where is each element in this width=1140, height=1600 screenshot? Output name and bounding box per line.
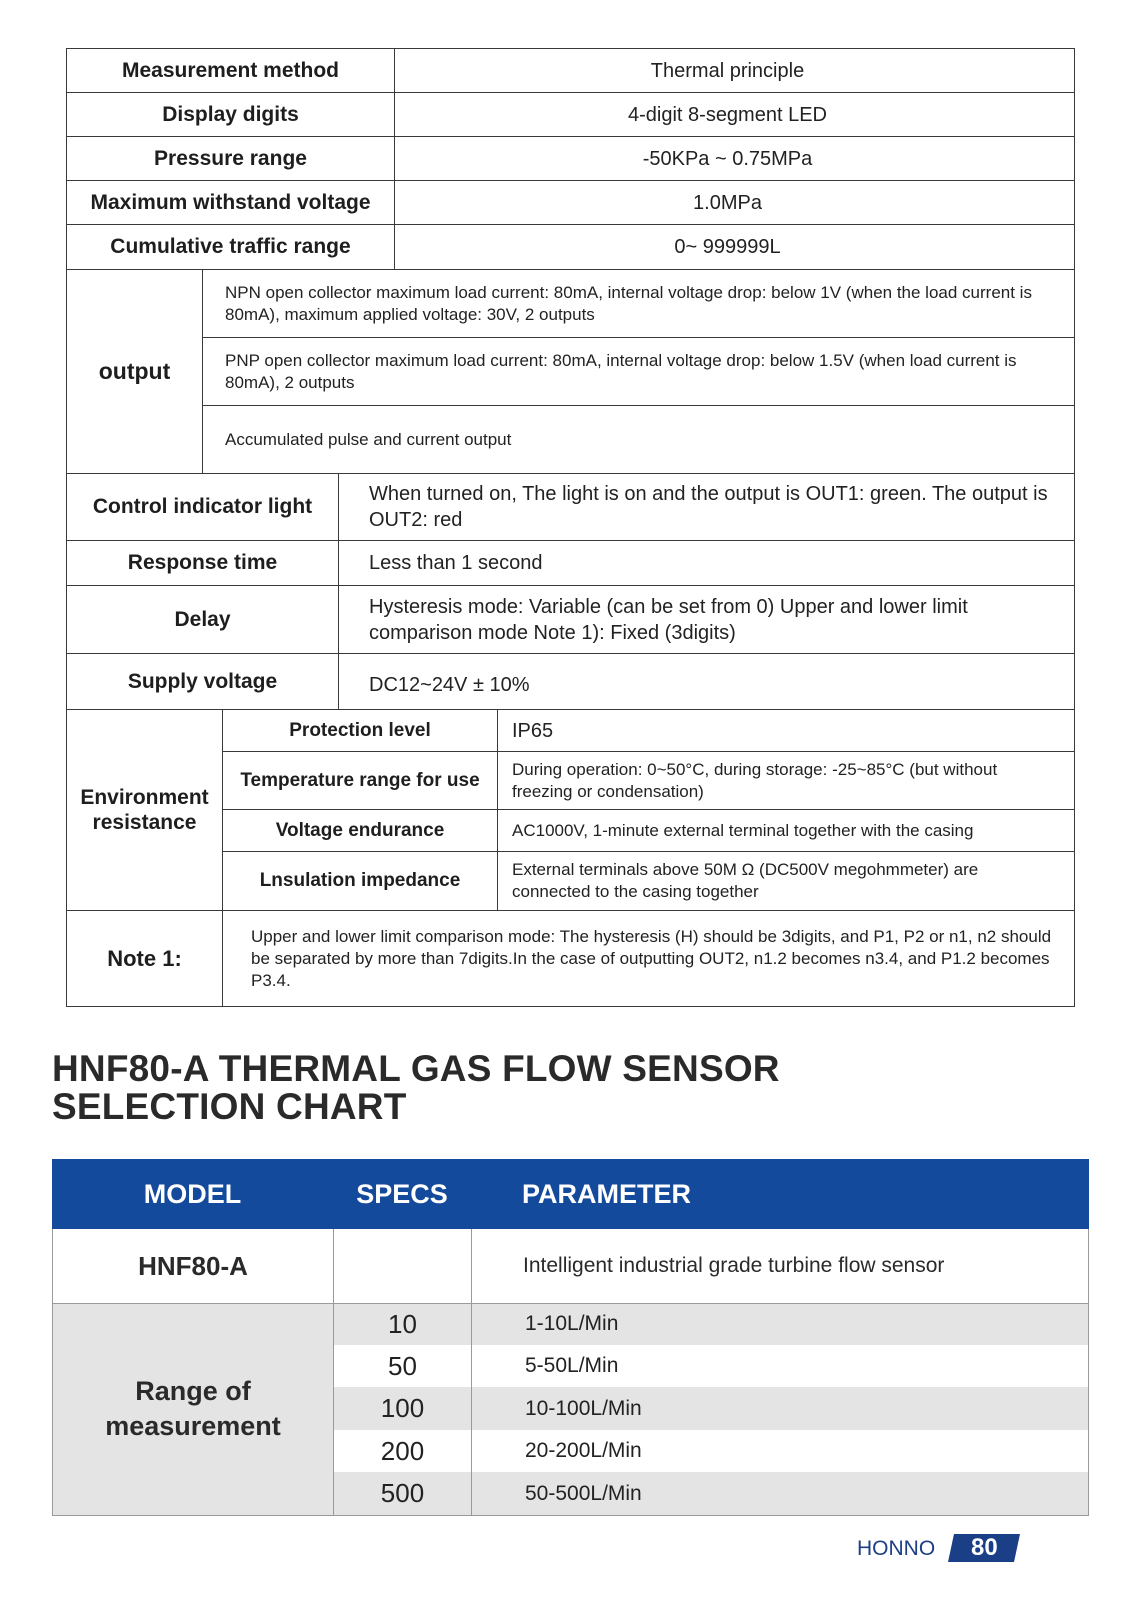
header-specs: SPECS <box>333 1159 472 1229</box>
supply-voltage-label: Supply voltage <box>66 653 339 710</box>
pressure-range-label: Pressure range <box>66 136 395 181</box>
response-time-value: Less than 1 second <box>338 540 1075 586</box>
max-withstand-voltage-label: Maximum withstand voltage <box>66 180 395 225</box>
page-number-badge <box>948 1534 1020 1562</box>
insulation-impedance-value: External terminals above 50M Ω (DC500V megohmmeter) are connected to the casing together <box>497 851 1075 911</box>
grid-line <box>1088 1229 1089 1515</box>
display-digits-value: 4-digit 8-segment LED <box>394 92 1075 137</box>
output-pnp: PNP open collector maximum load current: 80mA, internal voltage drop: below 1.5V (when load current is 80mA), 2 outputs <box>202 337 1075 406</box>
cumulative-traffic-range-value: 0~ 999999L <box>394 224 1075 270</box>
grid-line <box>333 1229 334 1515</box>
cumulative-traffic-range-label: Cumulative traffic range <box>66 224 395 270</box>
model-spec <box>333 1229 472 1303</box>
delay-label: Delay <box>66 585 339 654</box>
response-time-label: Response time <box>66 540 339 586</box>
insulation-impedance-label: Lnsulation impedance <box>222 851 498 911</box>
supply-voltage-value: DC12~24V ± 10% <box>338 653 1075 710</box>
range-spec-500: 500 <box>380 1478 425 1508</box>
voltage-endurance-value: AC1000V, 1-minute external terminal together with the casing <box>497 809 1075 852</box>
model-name: HNF80-A <box>138 1250 248 1281</box>
section-title-line2: SELECTION CHART <box>52 1086 407 1127</box>
environment-resistance-label: Environment resistance <box>66 709 223 911</box>
grid-line <box>52 1303 1089 1304</box>
max-withstand-voltage-value: 1.0MPa <box>394 180 1075 225</box>
display-digits-label: Display digits <box>66 92 395 137</box>
pressure-range-value: -50KPa ~ 0.75MPa <box>394 136 1075 181</box>
temperature-range-label: Temperature range for use <box>222 751 498 810</box>
voltage-endurance-label: Voltage endurance <box>222 809 498 852</box>
range-param-100: 10-100L/Min <box>525 1396 642 1420</box>
page-number: 80 <box>970 1534 998 1561</box>
note1-label: Note 1: <box>66 910 223 1007</box>
range-param-500: 50-500L/Min <box>525 1481 642 1505</box>
output-npn: NPN open collector maximum load current: 80mA, internal voltage drop: below 1V (when the load current is 80mA), maximum applied voltage: 30V, 2 outputs <box>202 269 1075 338</box>
range-spec-10: 10 <box>388 1308 417 1339</box>
footer-brand: HONNO <box>857 1537 936 1560</box>
grid-line <box>52 1229 53 1515</box>
range-of-measurement-label: Range of measurement <box>52 1303 334 1515</box>
measurement-method-label: Measurement method <box>66 48 395 93</box>
range-param-10: 1-10L/Min <box>525 1312 619 1335</box>
grid-line <box>52 1515 1089 1516</box>
range-spec-100: 100 <box>380 1393 425 1423</box>
range-param-200: 20-200L/Min <box>525 1439 642 1462</box>
delay-value: Hysteresis mode: Variable (can be set from 0) Upper and lower limit comparison mode Note 1): Fixed (3digits) <box>338 585 1075 654</box>
header-parameter: PARAMETER <box>471 1159 1089 1229</box>
header-model: MODEL <box>52 1159 334 1229</box>
control-indicator-light-value: When turned on, The light is on and the output is OUT1: green. The output is OUT2: red <box>338 473 1075 541</box>
grid-line <box>471 1229 472 1515</box>
section-title-line1: HNF80-A THERMAL GAS FLOW SENSOR <box>52 1048 780 1089</box>
protection-level-label: Protection level <box>222 709 498 752</box>
temperature-range-value: During operation: 0~50°C, during storage: -25~85°C (but without freezing or condensation) <box>497 751 1075 810</box>
range-spec-50: 50 <box>388 1350 417 1381</box>
output-label: output <box>66 269 203 474</box>
section-title <box>52 1050 780 1126</box>
measurement-method-value: Thermal principle <box>394 48 1075 93</box>
protection-level-value: IP65 <box>497 709 1075 752</box>
note1-value: Upper and lower limit comparison mode: The hysteresis (H) should be 3digits, and P1, P2 or n1, n2 should be separated by more than 7digits.In the case of outputting OUT2, n1.2 becomes n3.4, and P1.2 becomes P3.4. <box>222 910 1075 1007</box>
control-indicator-light-label: Control indicator light <box>66 473 339 541</box>
range-param-50: 5-50L/Min <box>525 1354 619 1377</box>
range-spec-200: 200 <box>380 1435 425 1466</box>
model-parameter: Intelligent industrial grade turbine flow sensor <box>523 1254 945 1277</box>
output-pulse: Accumulated pulse and current output <box>202 405 1075 474</box>
